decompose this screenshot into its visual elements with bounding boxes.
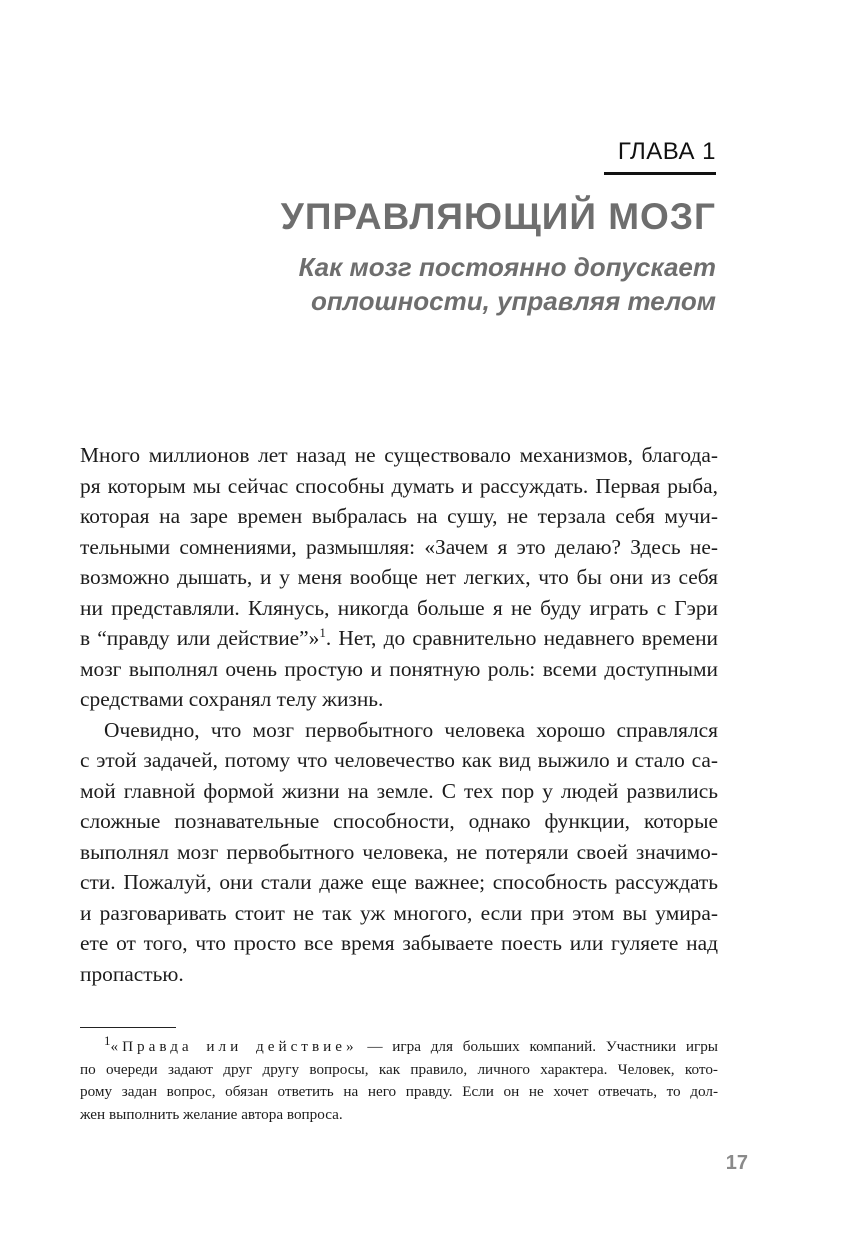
text-fragment: . Нет, до сравнительно недавнего времени [325, 626, 718, 650]
chapter-title: УПРАВЛЯЮЩИЙ МОЗГ [280, 196, 716, 237]
subtitle-line: Как мозг постоянно допускает [298, 252, 716, 282]
text-line: возможно дышать, и у меня вообще нет легких, что бы они из себя [80, 565, 718, 589]
footnote-term: «Правда или действие» [110, 1038, 358, 1055]
footnote-reference[interactable]: 1 [319, 624, 326, 640]
text-line: тельными сомнениями, размышляя: «Зачем я это делаю? Здесь не- [80, 534, 718, 559]
text-line: Очевидно, что мозг первобытного человека хорошо справлялся [104, 717, 718, 742]
footnote-line: жен выполнить желание автора вопроса. [80, 1105, 343, 1123]
text-line: пропастью. [80, 961, 184, 986]
footnote-line: рому задан вопрос, обязан ответить на него правду. Если он не хочет отвечать, то дол- [80, 1083, 718, 1100]
text-line-with-footnote [80, 623, 718, 654]
text-line: которая на заре времен выбралась на сушу, не терзала себя мучи- [80, 504, 718, 528]
text-line: мозг выполнял очень простую и понятную роль: всеми доступными [80, 656, 718, 681]
footnote-line: по очереди задают друг другу вопросы, как правило, личного характера. Человек, кото- [80, 1060, 718, 1078]
subtitle-line: оплошности, управляя телом [311, 286, 716, 316]
chapter-label: ГЛАВА 1 [604, 138, 716, 175]
text-line: выполнял мозг первобытного человека, не потеряли своей значимо- [80, 839, 718, 864]
text-line: Много миллионов лет назад не существовало механизмов, благода- [80, 443, 718, 467]
paragraph-2 [80, 715, 718, 990]
text-line: ря которым мы сейчас способны думать и рассуждать. Первая рыба, [80, 473, 718, 498]
footnote-line [80, 1032, 718, 1059]
body-text [80, 440, 718, 989]
paragraph-1 [80, 440, 718, 715]
text-line: средствами сохранял телу жизнь. [80, 687, 384, 711]
footnote-text: — игра для больших компаний. Участники игры [357, 1038, 718, 1055]
text-line: с этой задачей, потому что человечество как вид выжило и стало са- [80, 748, 718, 772]
footnote-mark: 1 [104, 1032, 111, 1048]
page-number: 17 [725, 1152, 748, 1174]
text-fragment: в “правду или действие”» [80, 626, 320, 650]
text-line: ни представляли. Клянусь, никогда больше я не буду играть с Гэри [80, 595, 718, 620]
text-line: сти. Пожалуй, они стали даже еще важнее; способность рассуждать [80, 870, 718, 894]
text-line: мой главной формой жизни на земле. С тех пор у людей развились [80, 778, 718, 803]
text-line: ете от того, что просто все время забываете поесть или гуляете над [80, 931, 718, 955]
text-line: и разговаривать стоит не так уж многого, если при этом вы умира- [80, 900, 718, 925]
chapter-subtitle [299, 250, 716, 318]
footnote [80, 1032, 718, 1126]
footnote-divider [80, 1027, 176, 1028]
text-line: сложные познавательные способности, однако функции, которые [80, 809, 718, 833]
